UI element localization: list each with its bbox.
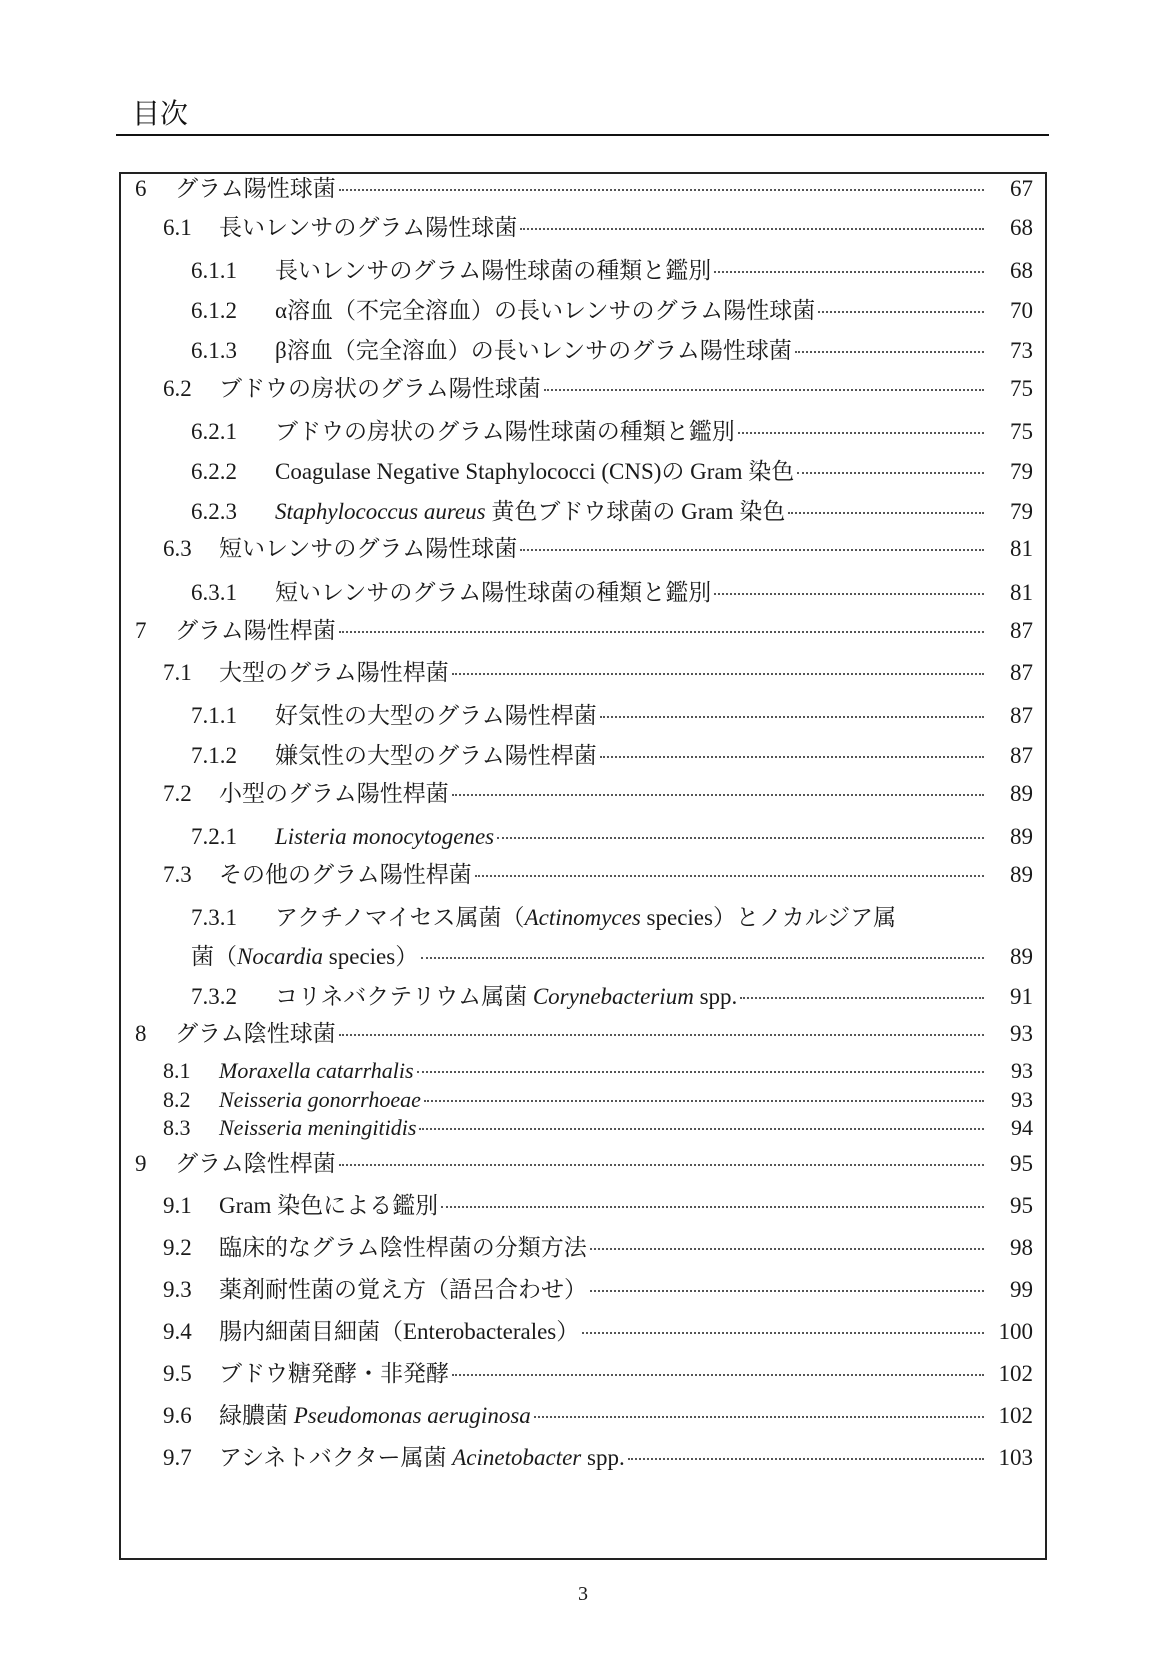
dot-leader — [600, 716, 984, 718]
toc-number: 6.3.1 — [191, 580, 237, 605]
page-number: 3 — [578, 1583, 588, 1605]
dot-leader — [534, 1416, 984, 1418]
toc-entry-6[interactable] — [121, 174, 1045, 204]
toc-page: 75 — [1010, 419, 1033, 444]
dot-leader — [544, 389, 984, 391]
toc-entry-8[interactable] — [121, 1019, 1045, 1049]
toc-title: アクチノマイセス属菌（Actinomyces species）とノカルジア属 — [275, 905, 897, 930]
toc-entry-6-1-1[interactable] — [121, 256, 1045, 286]
toc-number: 6.1.1 — [191, 258, 237, 283]
dot-leader — [424, 1100, 984, 1102]
toc-title: Neisseria gonorrhoeae — [219, 1087, 421, 1112]
toc-page: 75 — [1010, 376, 1033, 401]
toc-title: Staphylococcus aureus 黄色ブドウ球菌の Gram 染色 — [275, 499, 786, 524]
toc-number: 6 — [135, 176, 147, 201]
table-of-contents — [119, 172, 1047, 1560]
toc-number: 9.5 — [163, 1361, 192, 1386]
toc-page: 67 — [1010, 176, 1033, 201]
toc-entry-7[interactable] — [121, 616, 1045, 646]
toc-title: 薬剤耐性菌の覚え方（語呂合わせ） — [219, 1277, 587, 1302]
dot-leader — [628, 1458, 984, 1460]
toc-page: 87 — [1010, 743, 1033, 768]
toc-number: 7.3.1 — [191, 905, 237, 930]
toc-title: 臨床的なグラム陰性桿菌の分類方法 — [219, 1235, 587, 1260]
dot-leader — [590, 1248, 984, 1250]
toc-page: 81 — [1010, 536, 1033, 561]
toc-number: 8.2 — [163, 1087, 191, 1112]
toc-title: Coagulase Negative Staphylococci (CNS)の Gram 染色 — [275, 459, 795, 484]
toc-entry-9-6[interactable] — [121, 1401, 1045, 1431]
toc-number: 9.7 — [163, 1445, 192, 1470]
dot-leader — [582, 1332, 984, 1334]
toc-page: 94 — [1011, 1115, 1033, 1140]
toc-entry-9-1[interactable] — [121, 1191, 1045, 1221]
toc-number: 7.2.1 — [191, 824, 237, 849]
toc-number: 9.6 — [163, 1403, 192, 1428]
toc-entry-7-3[interactable] — [121, 860, 1045, 890]
toc-title: 緑膿菌 Pseudomonas aeruginosa — [219, 1403, 531, 1428]
dot-leader — [797, 472, 984, 474]
toc-title: 短いレンサのグラム陽性球菌 — [219, 536, 518, 561]
toc-entry-6-2-2[interactable] — [121, 457, 1045, 487]
toc-title: 小型のグラム陽性桿菌 — [219, 781, 449, 806]
dot-leader — [497, 837, 984, 839]
page-title: 目次 — [132, 97, 189, 130]
toc-number: 9.1 — [163, 1193, 192, 1218]
toc-entry-7-1-2[interactable] — [121, 741, 1045, 771]
toc-page: 68 — [1010, 215, 1033, 240]
toc-page: 102 — [998, 1361, 1033, 1386]
toc-title: 腸内細菌目細菌（Enterobacterales） — [219, 1319, 580, 1344]
dot-leader — [818, 311, 984, 313]
dot-leader — [795, 351, 984, 353]
toc-entry-8-3[interactable] — [121, 1115, 1045, 1141]
toc-title: グラム陰性球菌 — [175, 1021, 336, 1046]
toc-number: 9.4 — [163, 1319, 192, 1344]
toc-entry-8-2[interactable] — [121, 1087, 1045, 1113]
toc-title: 嫌気性の大型のグラム陽性桿菌 — [275, 743, 597, 768]
toc-number: 9.3 — [163, 1277, 192, 1302]
toc-entry-8-1[interactable] — [121, 1058, 1045, 1084]
dot-leader — [788, 512, 984, 514]
toc-title: アシネトバクター属菌 Acinetobacter spp. — [219, 1445, 625, 1470]
toc-page: 93 — [1010, 1021, 1033, 1046]
toc-page: 68 — [1010, 258, 1033, 283]
toc-entry-7-2-1[interactable] — [121, 822, 1045, 852]
toc-title: コリネバクテリウム属菌 Corynebacterium spp. — [275, 984, 738, 1009]
dot-leader — [339, 1034, 984, 1036]
toc-entry-6-3-1[interactable] — [121, 578, 1045, 608]
toc-page: 98 — [1010, 1235, 1033, 1260]
toc-title-continued: 菌（Nocardia species） — [191, 944, 419, 969]
toc-page: 87 — [1010, 660, 1033, 685]
toc-page: 79 — [1010, 459, 1033, 484]
dot-leader — [714, 593, 984, 595]
toc-title: Neisseria meningitidis — [219, 1115, 417, 1140]
toc-number: 6.1.3 — [191, 338, 237, 363]
toc-number: 7.2 — [163, 781, 192, 806]
toc-page: 95 — [1010, 1193, 1033, 1218]
toc-page: 73 — [1010, 338, 1033, 363]
toc-number: 7.1 — [163, 660, 192, 685]
toc-title: 好気性の大型のグラム陽性桿菌 — [275, 703, 597, 728]
toc-title: ブドウの房状のグラム陽性球菌 — [219, 376, 541, 401]
dot-leader — [339, 189, 984, 191]
dot-leader — [738, 432, 984, 434]
dot-leader — [600, 756, 984, 758]
toc-title: ブドウ糖発酵・非発酵 — [219, 1361, 449, 1386]
toc-number: 6.2.3 — [191, 499, 237, 524]
toc-number: 8 — [135, 1021, 147, 1046]
toc-title: その他のグラム陽性桿菌 — [219, 862, 472, 887]
toc-entry-6-2[interactable] — [121, 374, 1045, 404]
toc-title: グラム陽性桿菌 — [175, 618, 336, 643]
toc-title: グラム陽性球菌 — [175, 176, 336, 201]
title-rule — [116, 134, 1049, 136]
toc-page: 70 — [1010, 298, 1033, 323]
toc-title: α溶血（不完全溶血）の長いレンサのグラム陽性球菌 — [275, 298, 816, 323]
toc-number: 6.3 — [163, 536, 192, 561]
toc-entry-7-3-2[interactable] — [121, 982, 1045, 1012]
dot-leader — [590, 1290, 984, 1292]
toc-number: 7.1.2 — [191, 743, 237, 768]
toc-page: 87 — [1010, 703, 1033, 728]
toc-title: Gram 染色による鑑別 — [219, 1193, 439, 1218]
toc-page: 95 — [1010, 1151, 1033, 1176]
toc-number: 7.1.1 — [191, 703, 237, 728]
toc-title: 短いレンサのグラム陽性球菌の種類と鑑別 — [275, 580, 712, 605]
toc-number: 6.2 — [163, 376, 192, 401]
dot-leader — [714, 271, 984, 273]
dot-leader — [452, 1374, 984, 1376]
toc-entry-9[interactable] — [121, 1149, 1045, 1179]
toc-entry-6-3[interactable] — [121, 534, 1045, 564]
toc-entry-9-7[interactable] — [121, 1443, 1045, 1473]
toc-title: ブドウの房状のグラム陽性球菌の種類と鑑別 — [275, 419, 735, 444]
toc-entry-7-2[interactable] — [121, 779, 1045, 809]
toc-page: 102 — [998, 1403, 1033, 1428]
dot-leader — [740, 997, 984, 999]
dot-leader — [421, 957, 984, 959]
toc-entry-6-1-2[interactable] — [121, 296, 1045, 326]
dot-leader — [339, 1164, 984, 1166]
toc-title: 長いレンサのグラム陽性球菌 — [219, 215, 518, 240]
toc-title: Listeria monocytogenes — [275, 824, 495, 849]
toc-entry-6-2-1[interactable] — [121, 417, 1045, 447]
dot-leader — [339, 631, 984, 633]
toc-page: 81 — [1010, 580, 1033, 605]
toc-page: 99 — [1010, 1277, 1033, 1302]
dot-leader — [419, 1128, 984, 1130]
toc-page: 79 — [1010, 499, 1033, 524]
dot-leader — [520, 228, 984, 230]
dot-leader — [417, 1071, 984, 1073]
dot-leader — [452, 673, 984, 675]
toc-entry-6-1-3[interactable] — [121, 336, 1045, 366]
toc-number: 6.2.2 — [191, 459, 237, 484]
toc-number: 6.1.2 — [191, 298, 237, 323]
dot-leader — [441, 1206, 984, 1208]
toc-page: 89 — [1010, 824, 1033, 849]
toc-title: 長いレンサのグラム陽性球菌の種類と鑑別 — [275, 258, 712, 283]
toc-entry-9-2[interactable] — [121, 1233, 1045, 1263]
toc-page: 93 — [1011, 1058, 1033, 1083]
toc-number: 9.2 — [163, 1235, 192, 1260]
toc-entry-9-4[interactable] — [121, 1317, 1045, 1347]
toc-entry-7-3-1[interactable] — [121, 903, 1045, 933]
toc-entry-6-1[interactable] — [121, 213, 1045, 243]
toc-page: 89 — [1010, 862, 1033, 887]
toc-page: 103 — [998, 1445, 1033, 1470]
toc-number: 6.1 — [163, 215, 192, 240]
toc-number: 7 — [135, 618, 147, 643]
toc-page: 93 — [1011, 1087, 1033, 1112]
toc-title: β溶血（完全溶血）の長いレンサのグラム陽性球菌 — [275, 338, 792, 363]
toc-entry-9-5[interactable] — [121, 1359, 1045, 1389]
toc-entry-7-1[interactable] — [121, 658, 1045, 688]
toc-entry-9-3[interactable] — [121, 1275, 1045, 1305]
toc-entry-7-1-1[interactable] — [121, 701, 1045, 731]
toc-page: 89 — [1010, 944, 1033, 969]
toc-number: 7.3.2 — [191, 984, 237, 1009]
toc-entry-6-2-3[interactable] — [121, 497, 1045, 527]
dot-leader — [452, 794, 984, 796]
dot-leader — [475, 875, 984, 877]
toc-page: 87 — [1010, 618, 1033, 643]
toc-title: 大型のグラム陽性桿菌 — [219, 660, 449, 685]
toc-number: 8.3 — [163, 1115, 191, 1140]
toc-number: 7.3 — [163, 862, 192, 887]
toc-title: グラム陰性桿菌 — [175, 1151, 336, 1176]
toc-page: 89 — [1010, 781, 1033, 806]
toc-number: 6.2.1 — [191, 419, 237, 444]
toc-number: 8.1 — [163, 1058, 191, 1083]
toc-page: 91 — [1010, 984, 1033, 1009]
toc-entry-7-3-1-continued[interactable] — [121, 942, 1045, 972]
toc-title: Moraxella catarrhalis — [219, 1058, 414, 1083]
dot-leader — [520, 549, 984, 551]
toc-page: 100 — [998, 1319, 1033, 1344]
toc-number: 9 — [135, 1151, 147, 1176]
